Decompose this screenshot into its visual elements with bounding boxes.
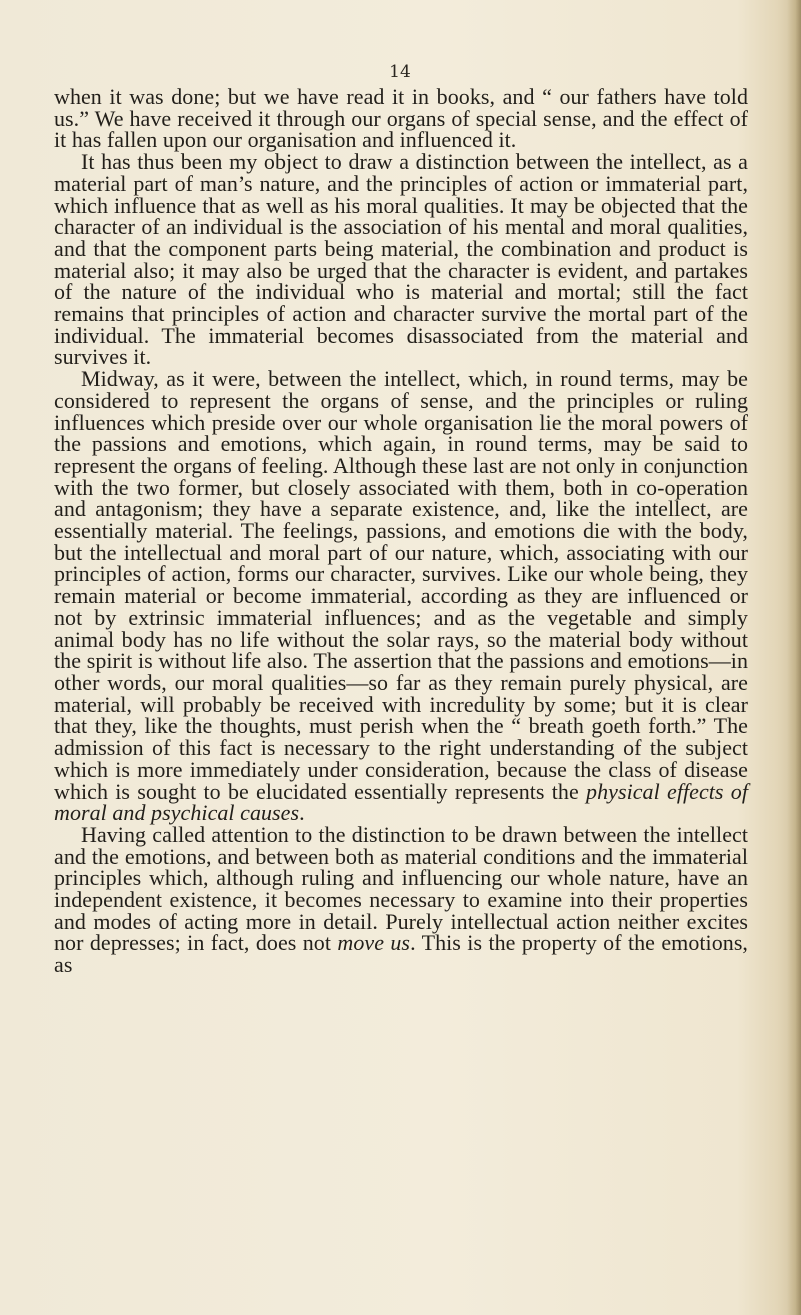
page-number: 14 — [389, 62, 411, 82]
text-run: Midway, as it were, between the intellect, which, in round terms, may be considered to represent the organs of sense, and the principles or ruling influences which preside over our whole organisation lie the moral powers of the passions and emotions, which again, in round terms, may be said to represent the organs of feeling. Although these last are not only in conjunction with the two former, but closely associated with them, both in co-operation and antagonism; they have a separate existence, and, like the intellect, are essentially material. The feelings, passions, and emotions die with the body, but the intellectual and moral part of our nature, which, associating with our principles of action, forms our character, survives. Like our whole being, they remain material or become immaterial, according as they are influenced or not by extrinsic immaterial influences; and as the vegetable and simply animal body has no life without the solar rays, so the material body without the spirit is without life also. The assertion that the passions and emotions—in other words, our moral qualities—so far as they remain purely physical, are material, will probably be received with incredulity by some; but it is clear that they, like the thoughts, must perish when the “ breath goeth forth.” The admission of this fact is necessary to the right understanding of the subject which is more immediately under consideration, because the class of disease which is sought to be elucidated essentially represents the — [54, 366, 748, 804]
page-edge-shadow — [787, 0, 801, 1315]
text-run: Having called attention to the distinction to be drawn between the intellect and the emotions, and between both as material conditions and the immaterial principles which, although ruling and influencing our whole nature, have an independent existence, it becomes necessary to examine into their properties and modes of acting more in detail. Purely intellectual action neither excites nor depresses; in fact, does not — [54, 821, 748, 956]
italic-phrase: move us — [337, 930, 411, 956]
paragraph — [54, 86, 748, 151]
text-run: . This is the property of the emotions, as — [54, 930, 748, 978]
text-run: It has thus been my object to draw a distinction between the intellect, as a material part of man’s nature, and the principles of action or immaterial part, which influence that as well as his moral qualities. It may be objected that the character of an individual is the association of his mental and moral qualities, and that the component parts being material, the combination and product is material also; it may also be urged that the character is evident, and partakes of the nature of the individual who is material and mortal; still the fact remains that principles of action and character survive the mortal part of the individual. The immaterial becomes disassociated from the material and survives it. — [54, 149, 748, 370]
paragraph — [54, 151, 748, 368]
paragraph — [54, 368, 748, 824]
text-run: . — [299, 800, 305, 826]
paragraph — [54, 821, 748, 978]
body-text — [54, 86, 748, 976]
text-run: when it was done; but we have read it in books, and “ our fathers have told us.” We have received it through our organs of special sense, and the effect of it has fallen upon our organisation and influenced it. — [54, 84, 748, 153]
italic-phrase: physical effects of moral and psychical causes — [54, 778, 749, 826]
